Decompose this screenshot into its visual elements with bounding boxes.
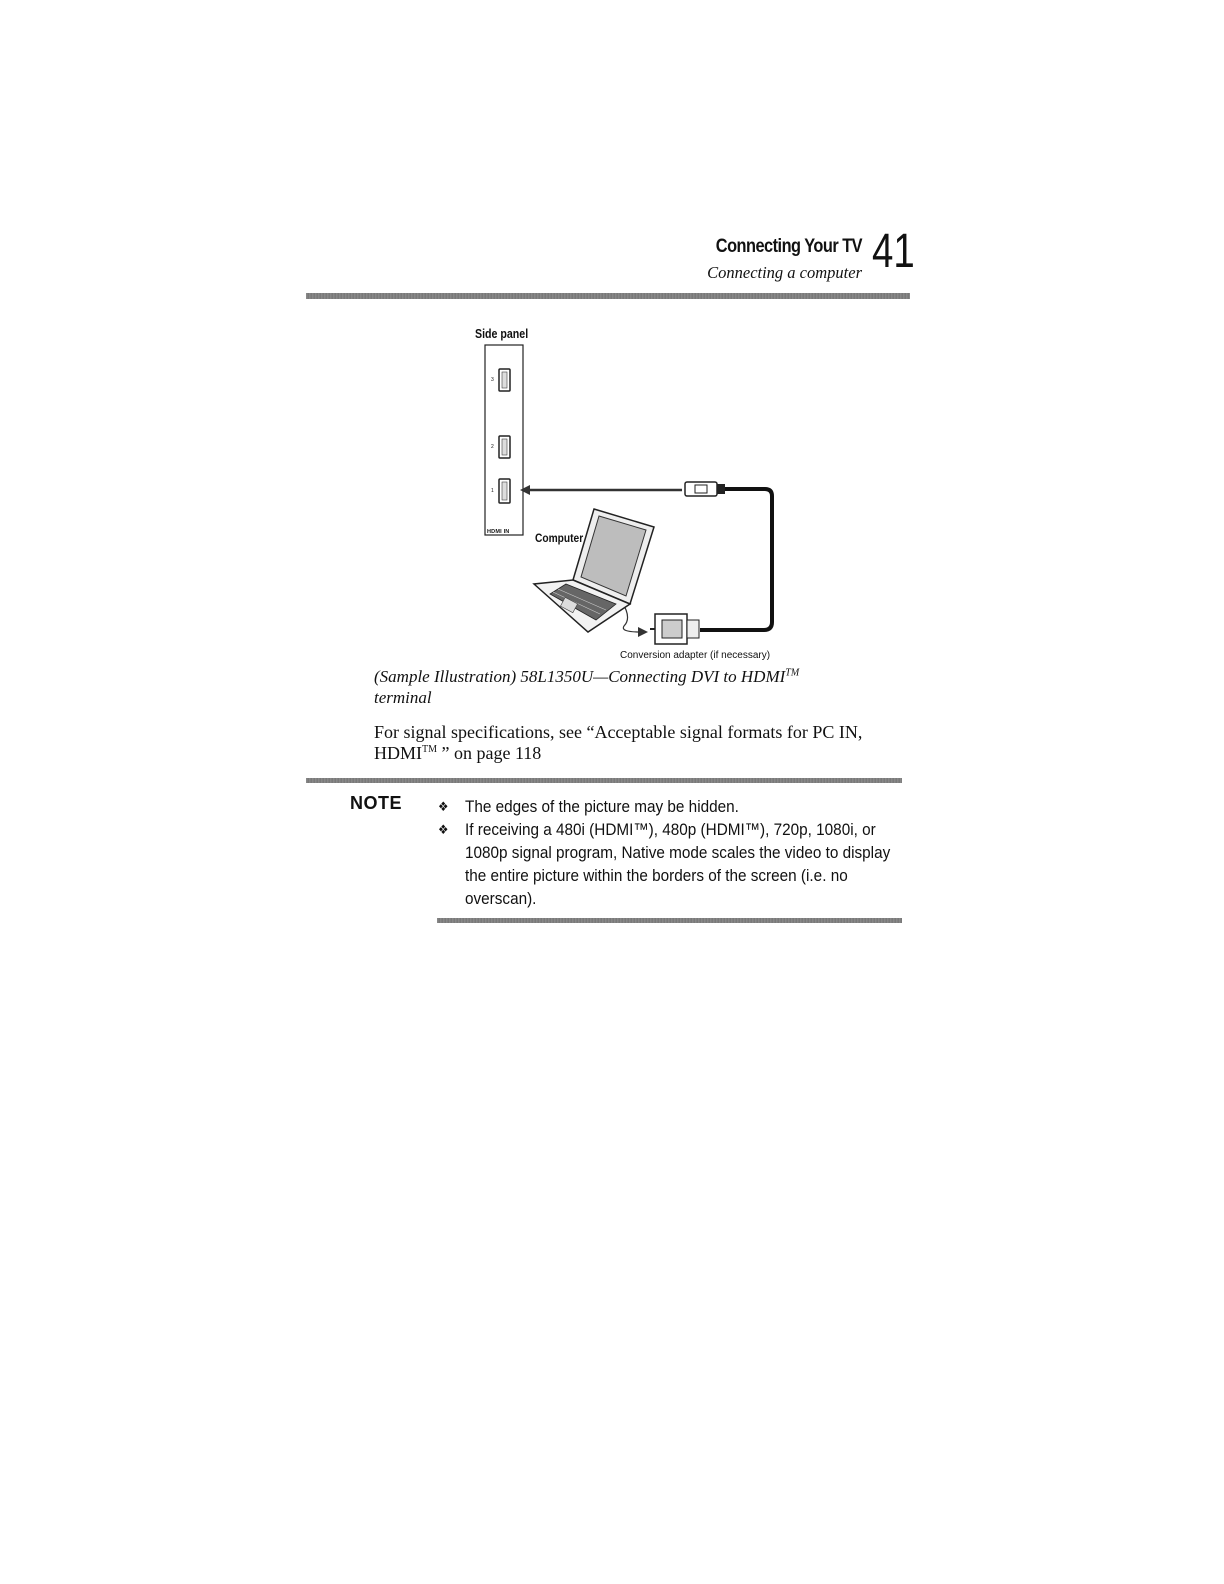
note-list <box>438 795 908 910</box>
computer-label: Computer <box>535 531 584 545</box>
note-bottom-rule <box>437 918 902 923</box>
signal-spec-paragraph <box>374 722 914 764</box>
caption-text: (Sample Illustration) 58L1350U—Connecting DVI to HDMI <box>374 667 786 686</box>
port-number-2: 2 <box>491 444 494 450</box>
note-top-rule <box>306 778 902 783</box>
adapter-label: Conversion adapter (if necessary) <box>620 650 771 661</box>
laptop-icon <box>534 509 654 632</box>
note-item <box>438 818 897 910</box>
diamond-bullet-icon: ❖ <box>438 822 449 837</box>
header-rule <box>306 293 910 299</box>
hdmi-port-2 <box>499 436 510 458</box>
note-label: NOTE <box>350 793 403 813</box>
port-number-3: 3 <box>491 377 494 383</box>
side-panel-label: Side panel <box>475 327 529 341</box>
port-number-1: 1 <box>491 488 494 494</box>
hdmi-port-1 <box>499 479 510 503</box>
dvi-adapter-icon <box>650 614 699 644</box>
subsection-title: Connecting a computer <box>707 263 862 282</box>
diamond-bullet-icon: ❖ <box>438 799 449 814</box>
section-title: Connecting Your TV <box>715 236 862 257</box>
page-number: 41 <box>872 225 915 278</box>
note-item-text: The edges of the picture may be hidden. <box>465 797 739 816</box>
hdmi-port-3 <box>499 369 510 391</box>
caption-text-end: terminal <box>374 688 432 707</box>
hdmi-in-label: HDMI IN <box>487 529 510 535</box>
hdmi-cable <box>700 489 772 630</box>
pointer-arrow-icon <box>638 627 648 637</box>
note-item-text: If receiving a 480i (HDMI™), 480p (HDMI™), 720p, 1080i, or 1080p signal program, Native mode scales the video to display the entire picture within the borders of the screen (i.e. no overscan). <box>465 820 891 908</box>
figure-caption <box>374 666 894 708</box>
body-text-start: For signal specifications, see “Acceptable signal formats for PC IN, HDMI <box>374 722 863 763</box>
caption-tm: TM <box>785 667 800 679</box>
body-text-end: ” on page 118 <box>437 743 542 763</box>
note-item <box>438 795 897 818</box>
body-tm: TM <box>422 744 437 755</box>
hdmi-plug-icon <box>685 482 725 496</box>
connection-illustration <box>470 340 790 650</box>
